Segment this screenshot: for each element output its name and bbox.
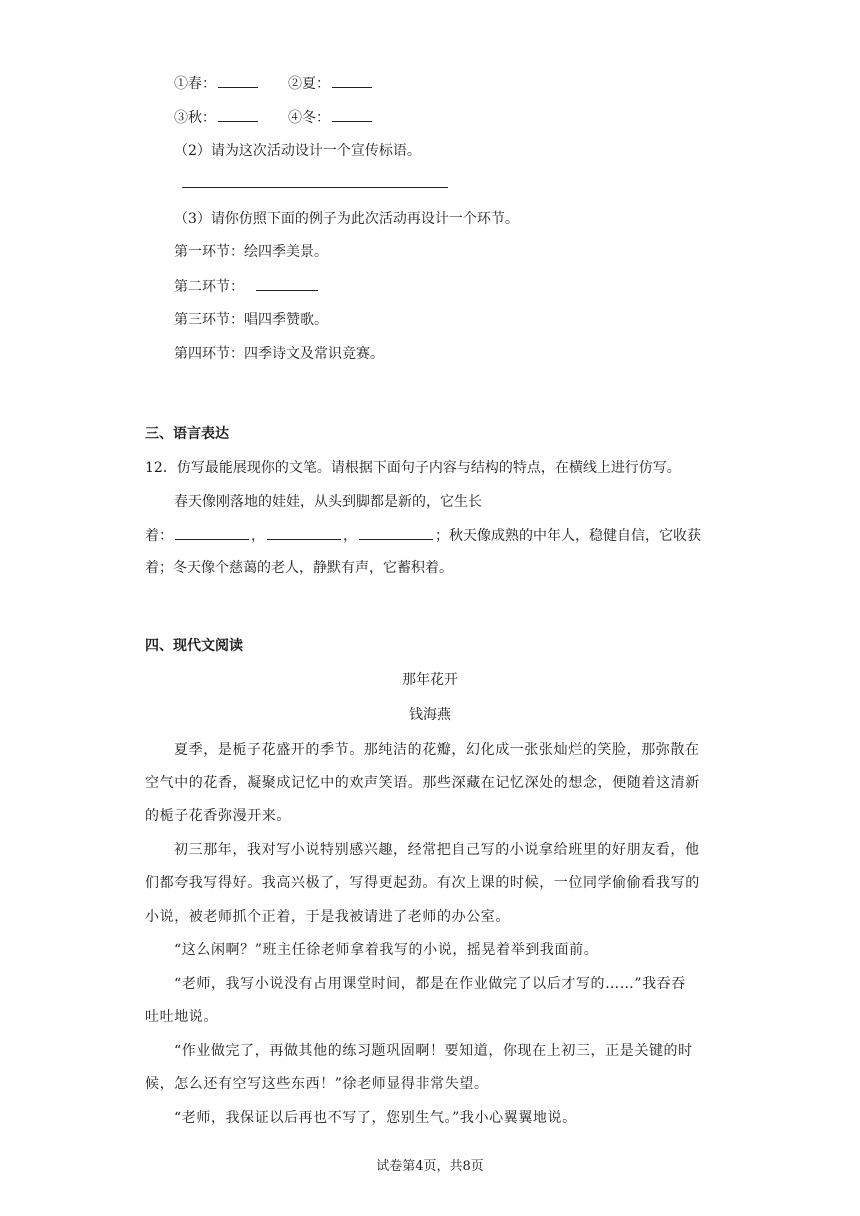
slogan-answer-line[interactable] (182, 187, 448, 188)
article-line: 的栀子花香弥漫开来。 (145, 808, 291, 824)
article-author: 钱海燕 (409, 707, 451, 723)
article-line: “老师，我保证以后再也不写了，您别生气。”我小心翼翼地说。 (174, 1110, 577, 1126)
step-4: 第四环节：四季诗文及常识竞赛。 (174, 346, 384, 362)
question-12: 12．仿写最能展现你的文笔。请根据下面句子内容与结构的特点，在横线上进行仿写。 (145, 460, 681, 476)
season-spring: ①春： (174, 73, 260, 94)
season-winter: ④冬： (288, 107, 374, 128)
article-line: 空气中的花香，凝聚成记忆中的欢声笑语。那些深藏在记忆深处的想念，便随着这清新 (145, 775, 700, 791)
answer-blank[interactable] (332, 107, 372, 122)
article-line: 们都夸我写得好。我高兴极了，写得更起劲。有次上课的时候，一位同学偷偷看我写的 (145, 875, 700, 891)
answer-blank[interactable] (267, 525, 341, 540)
step-2: 第二环节： (174, 276, 320, 297)
article-line: 吐吐地说。 (145, 1009, 218, 1025)
article-line: 候，怎么还有空写这些东西！”徐老师显得非常失望。 (145, 1076, 489, 1092)
step-3: 第三环节：唱四季赞歌。 (174, 312, 328, 328)
article-line: “老师，我写小说没有占用课堂时间，都是在作业做完了以后才写的……”我吞吞 (174, 976, 686, 992)
season-autumn: ③秋： (174, 107, 260, 128)
question-3: （3）请你仿照下面的例子为此次活动再设计一个环节。 (174, 211, 519, 227)
answer-blank[interactable] (218, 107, 258, 122)
prompt-line: 着： ， ， ；秋天像成熟的中年人，稳健自信，它收获 (145, 525, 701, 546)
answer-blank[interactable] (359, 525, 433, 540)
answer-blank[interactable] (256, 276, 318, 291)
article-line: 夏季，是栀子花盛开的季节。那纯洁的花瓣，幻化成一张张灿烂的笑脸，那弥散在 (174, 742, 700, 758)
page-footer: 试卷第4页，共8页 (376, 1159, 484, 1174)
prompt-line: 着；冬天像个慈蔼的老人，静默有声，它蓄积着。 (145, 560, 453, 576)
question-2: （2）请为这次活动设计一个宣传标语。 (174, 143, 421, 159)
season-summer: ②夏： (288, 73, 374, 94)
prompt-line: 春天像刚落地的娃娃，从头到脚都是新的，它生长 (174, 494, 482, 510)
answer-blank[interactable] (218, 73, 258, 88)
article-line: “这么闲啊？”班主任徐老师拿着我写的小说，摇晃着举到我面前。 (174, 942, 599, 958)
step-1: 第一环节：绘四季美景。 (174, 244, 328, 260)
section-title: 四、现代文阅读 (145, 638, 243, 654)
answer-blank[interactable] (332, 73, 372, 88)
article-line: 初三那年，我对写小说特别感兴趣，经常把自己写的小说拿给班里的好朋友看，他 (174, 842, 700, 858)
section-title: 三、语言表达 (145, 426, 229, 442)
article-line: 小说，被老师抓个正着，于是我被请进了老师的办公室。 (145, 909, 510, 925)
answer-blank[interactable] (175, 525, 249, 540)
article-line: “作业做完了，再做其他的练习题巩固啊！要知道，你现在上初三，正是关键的时 (174, 1043, 693, 1059)
article-title: 那年花开 (402, 672, 458, 688)
